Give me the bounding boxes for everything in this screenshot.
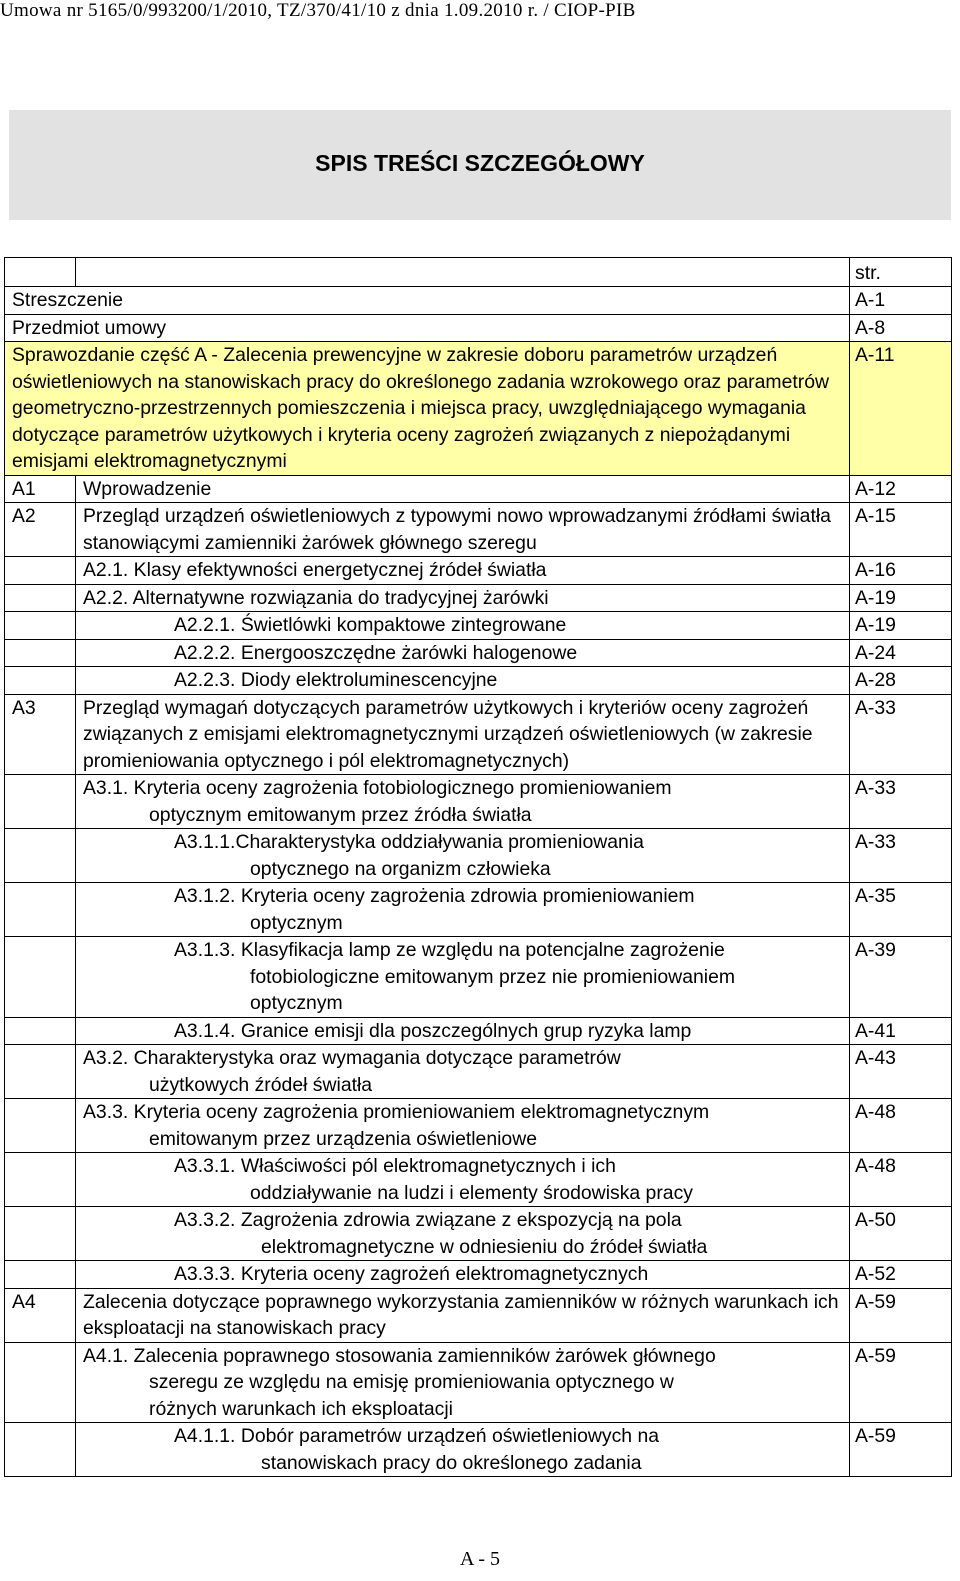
toc-page-number: A-35 [850, 883, 952, 937]
toc-page-number: A-28 [850, 667, 952, 695]
toc-entry-line: Sprawozdanie część A - Zalecenia prewencyjne w zakresie doboru parametrów urządzeń oświetleniowych na stanowiskach pracy do określonego zadania wzrokowego oraz parametrów geometryczno-przestrzennych pomieszczenia i miejsca pracy, uwzględniającego wymagania dotyczące parametrów użytkowych i kryteria oceny zagrożeń związanych z niepożądanymi emisjami elektromagnetycznymi [12, 344, 829, 472]
toc-chapter-number [5, 557, 76, 585]
toc-page-number: A-39 [850, 937, 952, 1018]
toc-row [5, 1153, 952, 1207]
toc-page-number: A-33 [850, 775, 952, 829]
toc-row [5, 1045, 952, 1099]
toc-chapter-number [5, 775, 76, 829]
toc-entry-line: Przegląd urządzeń oświetleniowych z typowymi nowo wprowadzanymi źródłami światła stanowiącymi zamienniki żarówek głównego szeregu [83, 505, 831, 554]
page-column-header: str. [850, 258, 952, 287]
toc-entry-line: A4.1. Zalecenia poprawnego stosowania zamienników żarówek głównego [83, 1344, 716, 1367]
toc-entry-line: elektromagnetyczne w odniesieniu do źródeł światła [261, 1235, 708, 1258]
toc-page-number: A-33 [850, 829, 952, 883]
toc-entry-line: A3.3.2. Zagrożenia zdrowia związane z ekspozycją na pola [174, 1209, 682, 1231]
page-title: SPIS TREŚCI SZCZEGÓŁOWY [315, 150, 645, 176]
toc-row [5, 829, 952, 883]
toc-page-number: A-8 [850, 314, 952, 342]
toc-page-number: A-33 [850, 694, 952, 775]
toc-entry-title [76, 1261, 850, 1289]
toc-page-number: A-43 [850, 1045, 952, 1099]
toc-entry-title [76, 937, 850, 1018]
toc-page-number: A-59 [850, 1423, 952, 1477]
toc-entry-title [5, 342, 850, 476]
toc-chapter-number [5, 1017, 76, 1045]
toc-chapter-number [5, 1045, 76, 1099]
toc-chapter-number [5, 639, 76, 667]
toc-chapter-number [5, 1342, 76, 1423]
toc-entry-line: A3.1.3. Klasyfikacja lamp ze względu na potencjalne zagrożenie [174, 939, 725, 961]
toc-entry-line: użytkowych źródeł światła [149, 1073, 373, 1096]
toc-entry-title [76, 667, 850, 695]
toc-entry-title [76, 1423, 850, 1477]
toc-entry-title [76, 1045, 850, 1099]
toc-chapter-number [5, 1207, 76, 1261]
toc-page-number: A-16 [850, 557, 952, 585]
toc-entry-line: A3.1. Kryteria oceny zagrożenia fotobiologicznego promieniowaniem [83, 777, 672, 799]
toc-entry-line: szeregu ze względu na emisję promieniowania optycznego w [149, 1371, 674, 1393]
toc-entry-line: A2.1. Klasy efektywności energetycznej źródeł światła [83, 559, 547, 581]
toc-entry-line: A4.1.1. Dobór parametrów urządzeń oświetleniowych na [174, 1425, 660, 1447]
toc-chapter-number: A2 [5, 503, 76, 557]
toc-entry-line: A3.3.1. Właściwości pól elektromagnetycznych i ich [174, 1155, 616, 1177]
toc-row [5, 557, 952, 585]
toc-page-number: A-24 [850, 639, 952, 667]
toc-entry-line: Przegląd wymagań dotyczących parametrów użytkowych i kryteriów oceny zagrożeń związanych z emisjami elektromagnetycznymi urządzeń oświetleniowych (w zakresie promieniowania optycznego i pól elektromagnetycznych) [83, 696, 813, 772]
toc-page-number: A-59 [850, 1288, 952, 1342]
toc-row [5, 775, 952, 829]
toc-row [5, 937, 952, 1018]
toc-entry-line: Streszczenie [12, 289, 124, 311]
table-of-contents [4, 257, 952, 1477]
toc-entry-line: A3.1.4. Granice emisji dla poszczególnych grup ryzyka lamp [174, 1019, 692, 1042]
toc-page-number: A-12 [850, 475, 952, 503]
toc-row [5, 639, 952, 667]
toc-chapter-number [5, 612, 76, 640]
toc-entry-line: A3.3. Kryteria oceny zagrożenia promieniowaniem elektromagnetycznym [83, 1101, 710, 1123]
toc-entry-title [76, 829, 850, 883]
toc-chapter-number [5, 1261, 76, 1289]
toc-chapter-number [5, 1423, 76, 1477]
toc-cell [5, 258, 76, 287]
toc-entry-title [5, 314, 850, 342]
toc-entry-line: oddziaływanie na ludzi i elementy środowiska pracy [250, 1181, 693, 1204]
toc-entry-title [76, 1153, 850, 1207]
toc-row [5, 342, 952, 476]
toc-entry-title [76, 612, 850, 640]
toc-entry-line: Przedmiot umowy [12, 316, 167, 339]
toc-entry-title [76, 1099, 850, 1153]
title-band [9, 110, 951, 220]
toc-entry-title [76, 1017, 850, 1045]
toc-entry-line: A2.2.1. Świetlówki kompaktowe zintegrowane [174, 614, 567, 636]
toc-page-number: A-50 [850, 1207, 952, 1261]
toc-entry-title [76, 475, 850, 503]
toc-entry-line: A3.2. Charakterystyka oraz wymagania dotyczące parametrów [83, 1047, 621, 1069]
toc-page-number: A-52 [850, 1261, 952, 1289]
toc-page-number: A-59 [850, 1342, 952, 1423]
toc-entry-title [76, 1342, 850, 1423]
toc-chapter-number: A3 [5, 694, 76, 775]
toc-chapter-number [5, 584, 76, 612]
toc-entry-line: A2.2.3. Diody elektroluminescencyjne [174, 669, 498, 691]
toc-row [5, 667, 952, 695]
toc-page-number: A-11 [850, 342, 952, 476]
toc-chapter-number: A1 [5, 475, 76, 503]
page-number-footer: A - 5 [460, 1548, 500, 1570]
toc-row [5, 883, 952, 937]
toc-page-number: A-1 [850, 287, 952, 315]
toc-body [5, 258, 952, 1477]
toc-entry-line: A3.3.3. Kryteria oceny zagrożeń elektromagnetycznych [174, 1263, 649, 1285]
toc-entry-line: A3.1.2. Kryteria oceny zagrożenia zdrowia promieniowaniem [174, 885, 695, 907]
toc-row [5, 612, 952, 640]
toc-entry-title [76, 1288, 850, 1342]
toc-entry-title [76, 503, 850, 557]
toc-page-number: A-48 [850, 1153, 952, 1207]
toc-chapter-number [5, 829, 76, 883]
toc-chapter-number [5, 1153, 76, 1207]
toc-entry-line: Wprowadzenie [83, 477, 212, 500]
toc-page-number: A-19 [850, 584, 952, 612]
document-header: Umowa nr 5165/0/993200/1/2010, TZ/370/41/10 z dnia 1.09.2010 r. / CIOP-PIB [0, 0, 636, 21]
toc-entry-title [76, 1207, 850, 1261]
toc-row [5, 1342, 952, 1423]
toc-entry-line: A3.1.1.Charakterystyka oddziaływania promieniowania [174, 831, 644, 853]
toc-entry-line: optycznym emitowanym przez źródła światła [149, 803, 532, 826]
toc-row [5, 1017, 952, 1045]
toc-row [5, 1288, 952, 1342]
toc-page-number: A-19 [850, 612, 952, 640]
toc-row [5, 694, 952, 775]
toc-entry-title [76, 639, 850, 667]
toc-page-number: A-15 [850, 503, 952, 557]
toc-cell [76, 258, 850, 287]
toc-page-number: A-48 [850, 1099, 952, 1153]
toc-row [5, 1423, 952, 1477]
toc-row [5, 314, 952, 342]
toc-entry-line: optycznym [250, 911, 343, 934]
toc-entry-line: stanowiskach pracy do określonego zadania [261, 1451, 642, 1474]
toc-page-number: A-41 [850, 1017, 952, 1045]
toc-chapter-number [5, 937, 76, 1018]
toc-chapter-number [5, 883, 76, 937]
toc-chapter-number: A4 [5, 1288, 76, 1342]
toc-row [5, 1099, 952, 1153]
toc-row [5, 475, 952, 503]
toc-chapter-number [5, 667, 76, 695]
toc-row [5, 584, 952, 612]
toc-entry-line: A2.2. Alternatywne rozwiązania do tradycyjnej żarówki [83, 586, 549, 609]
toc-entry-title [5, 287, 850, 315]
toc-row [5, 503, 952, 557]
toc-entry-line: emitowanym przez urządzenia oświetleniowe [149, 1127, 537, 1150]
toc-entry-line: optycznego na organizm człowieka [250, 857, 551, 880]
toc-row [5, 1207, 952, 1261]
toc-header-row [5, 258, 952, 287]
toc-entry-title [76, 883, 850, 937]
toc-entry-line: różnych warunkach ich eksploatacji [149, 1397, 453, 1420]
toc-entry-title [76, 694, 850, 775]
toc-row [5, 287, 952, 315]
toc-entry-line: Zalecenia dotyczące poprawnego wykorzystania zamienników w różnych warunkach ich eksploatacji na stanowiskach pracy [83, 1290, 839, 1339]
toc-row [5, 1261, 952, 1289]
toc-entry-line: A2.2.2. Energooszczędne żarówki halogenowe [174, 641, 578, 664]
toc-entry-line: fotobiologiczne emitowanym przez nie promieniowaniem [250, 965, 736, 988]
toc-entry-title [76, 775, 850, 829]
toc-chapter-number [5, 1099, 76, 1153]
toc-entry-line: optycznym [250, 992, 343, 1014]
toc-entry-title [76, 557, 850, 585]
toc-entry-title [76, 584, 850, 612]
